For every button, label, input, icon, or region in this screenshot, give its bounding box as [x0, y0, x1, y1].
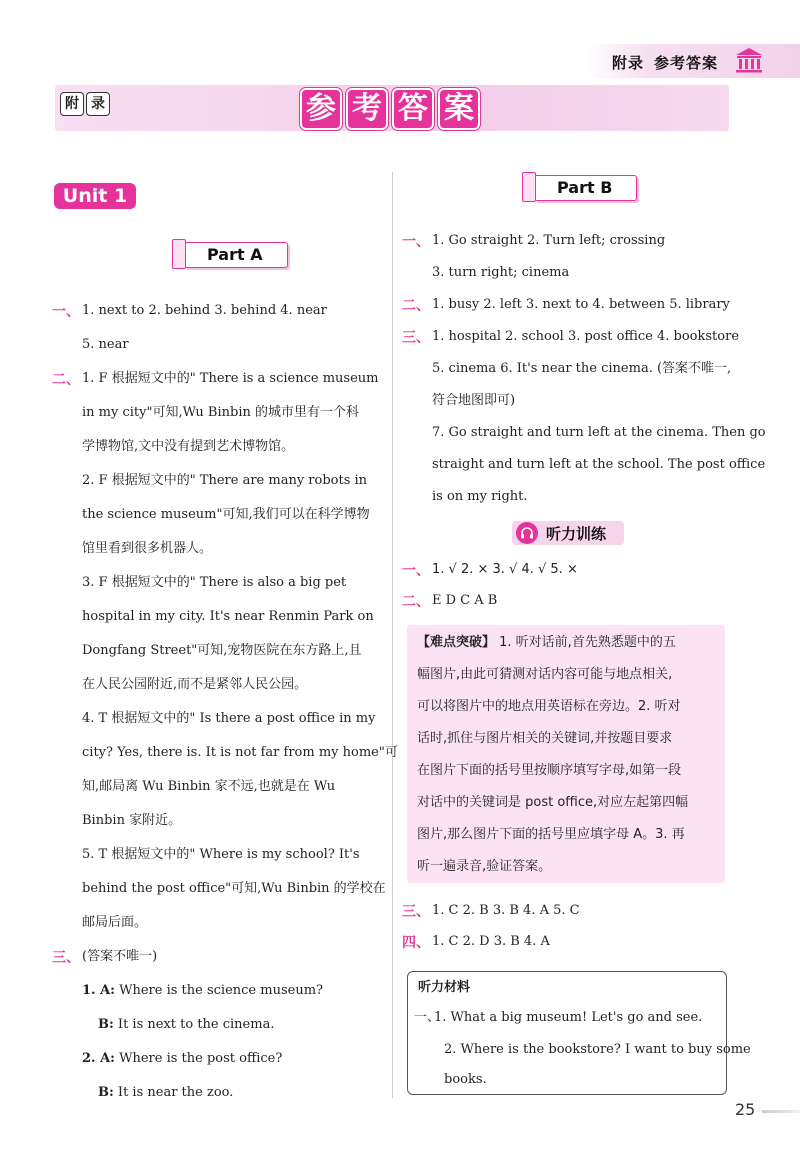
answer-line: 知,邮局离 Wu Binbin 家不远,也就是在 Wu: [82, 779, 336, 794]
book-icon: [172, 239, 186, 269]
answer-line: 学博物馆,文中没有提到艺术博物馆。: [82, 439, 295, 454]
answer-line: Binbin 家附近。: [82, 813, 182, 828]
answer-line: 3. F 根据短文中的" There is also a big pet: [82, 575, 347, 590]
material-line: 2. Where is the bookstore? I want to buy some: [444, 1042, 751, 1057]
temple-icon: [734, 46, 764, 74]
answer-line: E D C A B: [432, 593, 498, 608]
speaker-label: 2. A:: [82, 1051, 115, 1066]
tip-text: 1. 听对话前,首先熟悉题中的五: [495, 635, 676, 650]
section-marker: 二、: [402, 298, 430, 314]
section-marker: 三、: [52, 950, 80, 966]
headphones-icon: [516, 522, 538, 544]
answer-line: the science museum"可知,我们可以在科学博物: [82, 507, 370, 522]
header-title: 参考答案: [654, 54, 719, 72]
listening-title: 听力训练: [546, 524, 607, 543]
answer-line: 2. F 根据短文中的" There are many robots in: [82, 473, 368, 488]
answer-line: 5. near: [82, 337, 129, 352]
answer-line: hospital in my city. It's near Renmin Park on: [82, 609, 374, 624]
material-line: 1. What a big museum! Let's go and see.: [434, 1010, 703, 1025]
tip-label: 【难点突破】: [417, 635, 496, 650]
dialogue-line: [98, 1015, 274, 1035]
answer-line: behind the post office"可知,Wu Binbin 的学校在: [82, 881, 386, 896]
tip-line: 对话中的关键词是 post office,对应左起第四幅: [417, 795, 689, 810]
answer-line: 馆里看到很多机器人。: [82, 541, 213, 556]
material-line: books.: [444, 1072, 487, 1087]
page-number: 25: [735, 1100, 756, 1119]
appendix-tag: [60, 92, 110, 116]
section-marker: 三、: [402, 904, 430, 920]
answer-line: 1. hospital 2. school 3. post office 4. bookstore: [432, 329, 740, 344]
footer-rule: [762, 1110, 800, 1113]
dialogue-text: It is next to the cinema.: [113, 1017, 275, 1032]
section-marker: 四、: [402, 935, 430, 951]
answer-note: (答案不唯一): [82, 949, 158, 964]
appendix-char: 附: [60, 92, 84, 116]
material-title: 听力材料: [418, 980, 471, 995]
speaker-label: B:: [98, 1017, 114, 1032]
appendix-char: 录: [86, 92, 110, 116]
section-marker: 二、: [52, 372, 80, 388]
dialogue-text: Where is the science museum?: [114, 983, 323, 998]
title-char: 参: [300, 88, 342, 130]
section-marker: 一、: [402, 234, 430, 250]
title-char: 答: [392, 88, 434, 130]
section-marker: 三、: [402, 330, 430, 346]
dialogue-line: [82, 981, 323, 1001]
header-section: 附录: [612, 54, 645, 72]
tip-line: 听一遍录音,验证答案。: [417, 859, 552, 874]
dialogue-line: [82, 1049, 282, 1069]
part-a-heading: [172, 242, 288, 268]
running-header: [612, 52, 728, 73]
part-b-heading: [522, 175, 637, 201]
answer-line: 符合地图即可): [432, 393, 516, 408]
answer-line: 1. C 2. D 3. B 4. A: [432, 934, 550, 949]
section-marker: 二、: [402, 594, 430, 610]
answer-line: city? Yes, there is. It is not far from my home"可: [82, 745, 398, 760]
answer-line: straight and turn left at the school. The post office: [432, 457, 766, 472]
dialogue-text: It is near the zoo.: [113, 1085, 234, 1100]
answer-line: 7. Go straight and turn left at the cinema. Then go: [432, 425, 766, 440]
tip-line: 图片,那么图片下面的括号里应填字母 A。3. 再: [417, 827, 685, 842]
speaker-label: 1. A:: [82, 983, 115, 998]
tip-line: 幅图片,由此可猜测对话内容可能与地点相关,: [417, 667, 673, 682]
book-icon: [522, 172, 536, 202]
answer-line: 在人民公园附近,而不是紧邻人民公园。: [82, 677, 308, 692]
title-char: 案: [438, 88, 480, 130]
speaker-label: B:: [98, 1085, 114, 1100]
tip-line: [417, 633, 676, 653]
section-marker: 一、: [402, 563, 430, 579]
tip-line: 可以将图片中的地点用英语标在旁边。2. 听对: [417, 699, 681, 714]
answer-line: 3. turn right; cinema: [432, 265, 570, 280]
part-a-label: Part A: [184, 242, 288, 268]
section-marker: 一、: [52, 304, 80, 320]
answer-line: 1. busy 2. left 3. next to 4. between 5. library: [432, 297, 730, 312]
tip-line: 话时,抓住与图片相关的关键词,并按题目要求: [417, 731, 673, 746]
answer-line: 5. T 根据短文中的" Where is my school? It's: [82, 847, 360, 862]
title-char: 考: [346, 88, 388, 130]
listening-heading: [512, 521, 624, 545]
part-b-label: Part B: [534, 175, 637, 201]
answer-line: 邮局后面。: [82, 915, 148, 930]
answer-line: 1. Go straight 2. Turn left; crossing: [432, 233, 666, 248]
column-divider: [392, 172, 393, 1098]
dialogue-text: Where is the post office?: [114, 1051, 283, 1066]
listening-material-box: [407, 971, 751, 1095]
answer-line: Dongfang Street"可知,宠物医院在东方路上,且: [82, 643, 362, 658]
answer-line: is on my right.: [432, 489, 528, 504]
unit-badge: Unit 1: [54, 183, 136, 209]
dialogue-line: [98, 1083, 233, 1103]
material-marker: 一、: [414, 1010, 441, 1025]
page-title: [300, 88, 480, 130]
answer-line: 1. next to 2. behind 3. behind 4. near: [82, 303, 327, 318]
answer-line: 1. √ 2. × 3. √ 4. √ 5. ×: [432, 562, 578, 577]
tip-line: 在图片下面的括号里按顺序填写字母,如第一段: [417, 763, 682, 778]
tip-box: [407, 625, 725, 883]
answer-line: 1. F 根据短文中的" There is a science museum: [82, 371, 379, 386]
answer-line: 4. T 根据短文中的" Is there a post office in my: [82, 711, 376, 726]
answer-line: in my city"可知,Wu Binbin 的城市里有一个科: [82, 405, 359, 420]
answer-line: 1. C 2. B 3. B 4. A 5. C: [432, 903, 580, 918]
answer-line: 5. cinema 6. It's near the cinema. (答案不唯一,: [432, 361, 732, 376]
